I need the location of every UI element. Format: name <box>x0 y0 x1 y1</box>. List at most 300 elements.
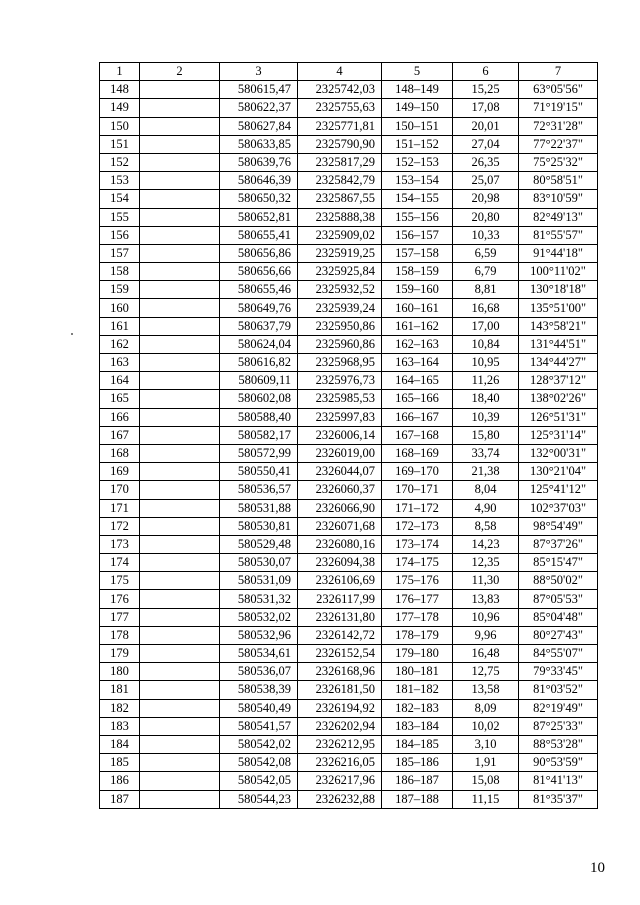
table-cell: 2326168,96 <box>298 663 382 681</box>
table-cell: 16,48 <box>453 645 519 663</box>
table-cell <box>140 608 220 626</box>
table-cell <box>140 281 220 299</box>
table-cell: 580639,76 <box>220 153 298 171</box>
table-cell <box>140 81 220 99</box>
table-cell: 2326181,50 <box>298 681 382 699</box>
table-cell: 87°25'33" <box>519 717 598 735</box>
table-cell: 580637,79 <box>220 317 298 335</box>
table-row <box>100 299 598 317</box>
table-cell: 154 <box>100 190 140 208</box>
table-cell: 187–188 <box>382 790 453 808</box>
table-cell: 13,83 <box>453 590 519 608</box>
table-cell: 148–149 <box>382 81 453 99</box>
table-cell: 580542,02 <box>220 735 298 753</box>
table-cell: 152–153 <box>382 153 453 171</box>
table-row <box>100 244 598 262</box>
table-cell: 21,38 <box>453 463 519 481</box>
table-cell: 15,80 <box>453 426 519 444</box>
table-cell: 171–172 <box>382 499 453 517</box>
table-cell: 2326194,92 <box>298 699 382 717</box>
table-cell: 2325790,90 <box>298 135 382 153</box>
table-cell: 580655,46 <box>220 281 298 299</box>
table-cell: 175–176 <box>382 572 453 590</box>
table-cell: 63°05'56" <box>519 81 598 99</box>
table-cell: 181 <box>100 681 140 699</box>
table-cell <box>140 299 220 317</box>
table-cell: 580622,37 <box>220 99 298 117</box>
table-row <box>100 426 598 444</box>
table-cell: 10,96 <box>453 608 519 626</box>
table-cell: 182–183 <box>382 699 453 717</box>
table-cell: 166–167 <box>382 408 453 426</box>
table-cell: 18,40 <box>453 390 519 408</box>
table-row <box>100 517 598 535</box>
table-cell: 183–184 <box>382 717 453 735</box>
table-cell <box>140 426 220 444</box>
column-header: 5 <box>382 63 453 81</box>
table-cell: 580646,39 <box>220 172 298 190</box>
table-row <box>100 681 598 699</box>
table-cell: 168–169 <box>382 444 453 462</box>
table-cell: 580588,40 <box>220 408 298 426</box>
table-cell: 180 <box>100 663 140 681</box>
table-cell: 186–187 <box>382 772 453 790</box>
table-cell: 157 <box>100 244 140 262</box>
table-cell: 2325985,53 <box>298 390 382 408</box>
table-cell: 2325932,52 <box>298 281 382 299</box>
table-cell: 134°44'27" <box>519 354 598 372</box>
table-cell <box>140 190 220 208</box>
table-cell: 2326142,72 <box>298 626 382 644</box>
table-cell: 580627,84 <box>220 117 298 135</box>
table-cell: 164–165 <box>382 372 453 390</box>
table-cell: 160–161 <box>382 299 453 317</box>
table-cell: 9,96 <box>453 626 519 644</box>
table-cell: 165 <box>100 390 140 408</box>
table-cell <box>140 681 220 699</box>
table-cell: 178–179 <box>382 626 453 644</box>
table-cell: 82°49'13" <box>519 208 598 226</box>
table-row <box>100 444 598 462</box>
table-row <box>100 790 598 808</box>
table-cell <box>140 263 220 281</box>
table-cell: 162–163 <box>382 335 453 353</box>
table-cell: 168 <box>100 444 140 462</box>
table-cell: 185–186 <box>382 754 453 772</box>
table-cell: 182 <box>100 699 140 717</box>
table-cell: 3,10 <box>453 735 519 753</box>
table-row <box>100 590 598 608</box>
table-cell: 172 <box>100 517 140 535</box>
table-cell <box>140 117 220 135</box>
table-cell <box>140 626 220 644</box>
table-row <box>100 717 598 735</box>
table-cell: 17,08 <box>453 99 519 117</box>
table-cell: 159 <box>100 281 140 299</box>
table-cell: 2325842,79 <box>298 172 382 190</box>
table-cell <box>140 717 220 735</box>
table-cell: 2326071,68 <box>298 517 382 535</box>
table-cell: 173–174 <box>382 535 453 553</box>
table-cell: 167 <box>100 426 140 444</box>
table-cell <box>140 517 220 535</box>
table-cell: 100°11'02" <box>519 263 598 281</box>
table-cell: 580540,49 <box>220 699 298 717</box>
table-row <box>100 626 598 644</box>
table-cell: 81°55'57" <box>519 226 598 244</box>
table-cell: 169–170 <box>382 463 453 481</box>
table-cell: 20,01 <box>453 117 519 135</box>
table-cell: 131°44'51" <box>519 335 598 353</box>
table-cell: 80°27'43" <box>519 626 598 644</box>
table-cell: 8,09 <box>453 699 519 717</box>
table-cell: 580550,41 <box>220 463 298 481</box>
table-cell: 166 <box>100 408 140 426</box>
table-cell: 151 <box>100 135 140 153</box>
table-cell: 151–152 <box>382 135 453 153</box>
page-number: 10 <box>590 860 605 876</box>
table-cell: 87°37'26" <box>519 535 598 553</box>
table-cell: 2325939,24 <box>298 299 382 317</box>
table-row <box>100 281 598 299</box>
table-cell: 160 <box>100 299 140 317</box>
table-cell: 178 <box>100 626 140 644</box>
table-cell: 126°51'31" <box>519 408 598 426</box>
table-cell: 2325771,81 <box>298 117 382 135</box>
table-cell: 6,59 <box>453 244 519 262</box>
table-cell <box>140 481 220 499</box>
table-cell: 2325950,86 <box>298 317 382 335</box>
table-cell: 150 <box>100 117 140 135</box>
table-cell: 125°41'12" <box>519 481 598 499</box>
table-cell: 75°25'32" <box>519 153 598 171</box>
table-cell: 580531,09 <box>220 572 298 590</box>
table-cell: 161–162 <box>382 317 453 335</box>
table-row <box>100 572 598 590</box>
table-cell: 149–150 <box>382 99 453 117</box>
table-cell: 6,79 <box>453 263 519 281</box>
table-row <box>100 135 598 153</box>
table-body <box>100 81 598 809</box>
table-cell: 153–154 <box>382 172 453 190</box>
table-cell: 580542,08 <box>220 754 298 772</box>
table-cell: 580536,07 <box>220 663 298 681</box>
table-cell: 580531,88 <box>220 499 298 517</box>
table-cell: 2326232,88 <box>298 790 382 808</box>
table-cell: 169 <box>100 463 140 481</box>
table-cell <box>140 663 220 681</box>
table-cell: 580544,23 <box>220 790 298 808</box>
table-row <box>100 390 598 408</box>
table-row <box>100 772 598 790</box>
coordinate-table <box>99 62 598 809</box>
table-cell: 2326066,90 <box>298 499 382 517</box>
table-cell: 152 <box>100 153 140 171</box>
table-cell: 17,00 <box>453 317 519 335</box>
table-cell: 580530,81 <box>220 517 298 535</box>
table-cell: 12,75 <box>453 663 519 681</box>
table-cell <box>140 754 220 772</box>
table-cell: 163 <box>100 354 140 372</box>
table-cell: 155–156 <box>382 208 453 226</box>
table-cell <box>140 135 220 153</box>
table-cell: 580531,32 <box>220 590 298 608</box>
table-cell: 2326216,05 <box>298 754 382 772</box>
table-cell: 2325997,83 <box>298 408 382 426</box>
table-cell: 580650,32 <box>220 190 298 208</box>
table-cell: 148 <box>100 81 140 99</box>
table-cell: 20,98 <box>453 190 519 208</box>
table-cell: 580541,57 <box>220 717 298 735</box>
table-cell: 159–160 <box>382 281 453 299</box>
table-cell: 580582,17 <box>220 426 298 444</box>
table-cell: 138°02'26" <box>519 390 598 408</box>
table-cell: 580633,85 <box>220 135 298 153</box>
table-cell: 580656,66 <box>220 263 298 281</box>
table-cell <box>140 153 220 171</box>
table-cell <box>140 208 220 226</box>
table-cell: 81°41'13" <box>519 772 598 790</box>
table-cell: 157–158 <box>382 244 453 262</box>
table-cell: 165–166 <box>382 390 453 408</box>
table-cell: 183 <box>100 717 140 735</box>
table-cell: 580652,81 <box>220 208 298 226</box>
table-cell: 8,81 <box>453 281 519 299</box>
column-header: 2 <box>140 63 220 81</box>
table-cell <box>140 735 220 753</box>
table-cell <box>140 335 220 353</box>
table-cell: 10,02 <box>453 717 519 735</box>
table-cell: 2326217,96 <box>298 772 382 790</box>
table-cell: 10,95 <box>453 354 519 372</box>
table-row <box>100 226 598 244</box>
table-cell: 14,23 <box>453 535 519 553</box>
table-row <box>100 99 598 117</box>
table-cell: 2326152,54 <box>298 645 382 663</box>
table-cell <box>140 699 220 717</box>
table-cell: 170–171 <box>382 481 453 499</box>
table-cell: 187 <box>100 790 140 808</box>
table-cell: 2325867,55 <box>298 190 382 208</box>
table-cell: 81°35'37" <box>519 790 598 808</box>
table-cell: 90°53'59" <box>519 754 598 772</box>
table-cell: 2326006,14 <box>298 426 382 444</box>
table-cell: 158–159 <box>382 263 453 281</box>
table-cell: 2325960,86 <box>298 335 382 353</box>
table-cell: 580624,04 <box>220 335 298 353</box>
table-cell <box>140 317 220 335</box>
table-cell: 171 <box>100 499 140 517</box>
table-cell <box>140 372 220 390</box>
table-cell: 4,90 <box>453 499 519 517</box>
table-cell: 580529,48 <box>220 535 298 553</box>
table-cell: 2326202,94 <box>298 717 382 735</box>
table-row <box>100 263 598 281</box>
table-cell: 82°19'49" <box>519 699 598 717</box>
table-cell: 580536,57 <box>220 481 298 499</box>
table-cell: 10,33 <box>453 226 519 244</box>
table-cell: 184–185 <box>382 735 453 753</box>
table-cell <box>140 590 220 608</box>
table-cell <box>140 390 220 408</box>
table-cell: 84°55'07" <box>519 645 598 663</box>
table-cell <box>140 572 220 590</box>
table-cell: 20,80 <box>453 208 519 226</box>
table-cell: 177–178 <box>382 608 453 626</box>
table-cell: 130°21'04" <box>519 463 598 481</box>
table-cell: 71°19'15" <box>519 99 598 117</box>
table-row <box>100 408 598 426</box>
column-header: 6 <box>453 63 519 81</box>
table-row <box>100 554 598 572</box>
table-cell <box>140 172 220 190</box>
table-cell: 102°37'03" <box>519 499 598 517</box>
table-row <box>100 463 598 481</box>
table-cell: 580530,07 <box>220 554 298 572</box>
table-row <box>100 535 598 553</box>
table-cell <box>140 772 220 790</box>
table-cell: 156–157 <box>382 226 453 244</box>
table-cell: 72°31'28" <box>519 117 598 135</box>
table-cell: 2325968,95 <box>298 354 382 372</box>
table-cell: 580655,41 <box>220 226 298 244</box>
table-cell: 162 <box>100 335 140 353</box>
table-cell: 88°53'28" <box>519 735 598 753</box>
table-cell <box>140 499 220 517</box>
table-cell: 158 <box>100 263 140 281</box>
table-cell: 8,04 <box>453 481 519 499</box>
table-cell: 2326019,00 <box>298 444 382 462</box>
table-cell: 150–151 <box>382 117 453 135</box>
table-cell: 15,25 <box>453 81 519 99</box>
table-cell: 79°33'45" <box>519 663 598 681</box>
table-cell: 173 <box>100 535 140 553</box>
table-row <box>100 663 598 681</box>
table-cell: 580532,02 <box>220 608 298 626</box>
table-cell: 130°18'18" <box>519 281 598 299</box>
table-cell: 2325976,73 <box>298 372 382 390</box>
table-cell: 125°31'14" <box>519 426 598 444</box>
table-row <box>100 190 598 208</box>
column-header: 7 <box>519 63 598 81</box>
table-cell: 2326117,99 <box>298 590 382 608</box>
table-cell: 2326106,69 <box>298 572 382 590</box>
table-cell: 2326212,95 <box>298 735 382 753</box>
table-cell: 2325755,63 <box>298 99 382 117</box>
table-cell: 11,26 <box>453 372 519 390</box>
table-cell <box>140 554 220 572</box>
table-cell: 33,74 <box>453 444 519 462</box>
column-header: 3 <box>220 63 298 81</box>
table-cell: 132°00'31" <box>519 444 598 462</box>
table-cell: 185 <box>100 754 140 772</box>
table-cell: 13,58 <box>453 681 519 699</box>
table-cell <box>140 463 220 481</box>
table-cell: 154–155 <box>382 190 453 208</box>
table-cell: 25,07 <box>453 172 519 190</box>
table-cell: 85°04'48" <box>519 608 598 626</box>
scan-speck <box>71 333 73 335</box>
table-cell <box>140 444 220 462</box>
table-cell: 10,84 <box>453 335 519 353</box>
table-cell: 186 <box>100 772 140 790</box>
table-cell: 161 <box>100 317 140 335</box>
table-row <box>100 499 598 517</box>
table-cell: 580649,76 <box>220 299 298 317</box>
table-cell: 91°44'18" <box>519 244 598 262</box>
table-cell <box>140 535 220 553</box>
table-cell: 143°58'21" <box>519 317 598 335</box>
table-cell: 2326044,07 <box>298 463 382 481</box>
table-cell: 176–177 <box>382 590 453 608</box>
table-cell: 179–180 <box>382 645 453 663</box>
table-cell: 153 <box>100 172 140 190</box>
table-cell: 1,91 <box>453 754 519 772</box>
table-row <box>100 317 598 335</box>
table-cell: 2325925,84 <box>298 263 382 281</box>
table-cell: 15,08 <box>453 772 519 790</box>
table-cell: 135°51'00" <box>519 299 598 317</box>
table-row <box>100 354 598 372</box>
table-cell: 580615,47 <box>220 81 298 99</box>
table-cell: 580534,61 <box>220 645 298 663</box>
table-cell: 580602,08 <box>220 390 298 408</box>
table-header-row <box>100 63 598 81</box>
table-cell: 176 <box>100 590 140 608</box>
table-cell: 2325742,03 <box>298 81 382 99</box>
table-row <box>100 699 598 717</box>
table-cell: 128°37'12" <box>519 372 598 390</box>
table-cell: 175 <box>100 572 140 590</box>
table-row <box>100 117 598 135</box>
table-cell: 149 <box>100 99 140 117</box>
table-cell: 2326131,80 <box>298 608 382 626</box>
table-cell <box>140 99 220 117</box>
table-cell: 179 <box>100 645 140 663</box>
table-row <box>100 335 598 353</box>
table-cell: 10,39 <box>453 408 519 426</box>
table-row <box>100 481 598 499</box>
table-cell: 580616,82 <box>220 354 298 372</box>
table-cell: 580572,99 <box>220 444 298 462</box>
table-row <box>100 81 598 99</box>
table-cell: 85°15'47" <box>519 554 598 572</box>
table-cell: 580532,96 <box>220 626 298 644</box>
table-cell: 16,68 <box>453 299 519 317</box>
table-cell: 156 <box>100 226 140 244</box>
table-cell: 11,15 <box>453 790 519 808</box>
table-cell: 164 <box>100 372 140 390</box>
table-cell: 184 <box>100 735 140 753</box>
table-cell: 155 <box>100 208 140 226</box>
table-cell <box>140 354 220 372</box>
table-cell: 12,35 <box>453 554 519 572</box>
table-row <box>100 754 598 772</box>
table-cell: 170 <box>100 481 140 499</box>
table-cell <box>140 790 220 808</box>
table-cell: 87°05'53" <box>519 590 598 608</box>
table-cell: 2325888,38 <box>298 208 382 226</box>
table-cell: 26,35 <box>453 153 519 171</box>
table-cell <box>140 408 220 426</box>
column-header: 4 <box>298 63 382 81</box>
table-cell: 77°22'37" <box>519 135 598 153</box>
table-cell: 27,04 <box>453 135 519 153</box>
table-row <box>100 645 598 663</box>
table-cell: 580656,86 <box>220 244 298 262</box>
table-cell: 8,58 <box>453 517 519 535</box>
table-cell: 2326094,38 <box>298 554 382 572</box>
